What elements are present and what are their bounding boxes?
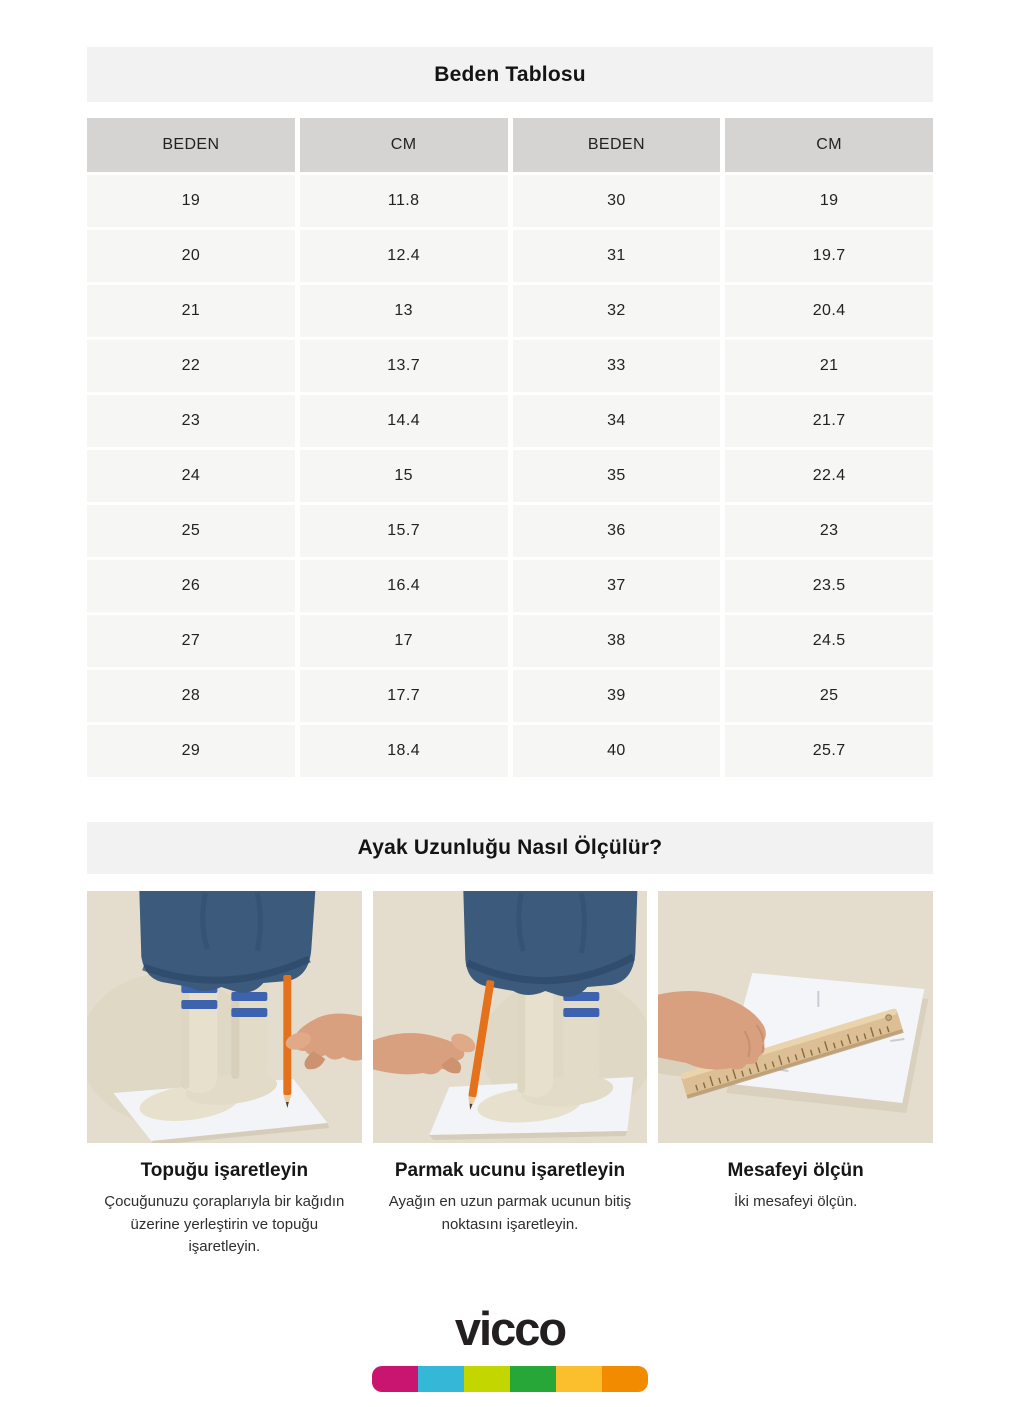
size-cell: 20.4 xyxy=(725,285,933,337)
rainbow-segment xyxy=(602,1366,648,1392)
size-cell: 38 xyxy=(513,615,721,667)
size-cell: 32 xyxy=(513,285,721,337)
size-cell: 27 xyxy=(87,615,295,667)
footer xyxy=(87,1301,933,1392)
size-column-header: BEDEN xyxy=(87,118,295,172)
size-table-title-band xyxy=(87,47,933,102)
size-cell: 13.7 xyxy=(300,340,508,392)
size-cell: 29 xyxy=(87,725,295,777)
size-cell: 24.5 xyxy=(725,615,933,667)
measure-step-distance xyxy=(658,891,933,1259)
rainbow-segment xyxy=(556,1366,602,1392)
size-column-header: CM xyxy=(725,118,933,172)
size-guide-page xyxy=(0,47,1020,1392)
brand-rainbow-bar xyxy=(372,1366,648,1392)
size-cell: 18.4 xyxy=(300,725,508,777)
size-cell: 19.7 xyxy=(725,230,933,282)
size-cell: 35 xyxy=(513,450,721,502)
size-cell: 23 xyxy=(87,395,295,447)
brand-wordmark: vicco xyxy=(454,1301,566,1355)
size-cell: 16.4 xyxy=(300,560,508,612)
measure-title-band xyxy=(87,822,933,874)
size-column-header: CM xyxy=(300,118,508,172)
size-cell: 25 xyxy=(725,670,933,722)
size-cell: 15.7 xyxy=(300,505,508,557)
step-heading: Parmak ucunu işaretleyin xyxy=(394,1160,626,1181)
size-table xyxy=(87,118,933,777)
size-cell: 22.4 xyxy=(725,450,933,502)
size-cell: 19 xyxy=(87,175,295,227)
step-heading: Topuğu işaretleyin xyxy=(140,1160,309,1181)
size-cell: 25.7 xyxy=(725,725,933,777)
size-cell: 23.5 xyxy=(725,560,933,612)
size-cell: 20 xyxy=(87,230,295,282)
size-cell: 21 xyxy=(87,285,295,337)
mark-heel-photo xyxy=(87,891,362,1143)
step-description: Ayağın en uzun parmak ucunun bitiş noktasını işaretleyin. xyxy=(388,1193,632,1233)
size-cell: 24 xyxy=(87,450,295,502)
rainbow-segment xyxy=(510,1366,556,1392)
rainbow-segment xyxy=(418,1366,464,1392)
measure-step-toe xyxy=(373,891,648,1259)
rainbow-segment xyxy=(372,1366,418,1392)
size-cell: 39 xyxy=(513,670,721,722)
measure-step-heel xyxy=(87,891,362,1259)
size-cell: 33 xyxy=(513,340,721,392)
size-cell: 26 xyxy=(87,560,295,612)
size-cell: 12.4 xyxy=(300,230,508,282)
size-cell: 13 xyxy=(300,285,508,337)
size-cell: 15 xyxy=(300,450,508,502)
size-cell: 40 xyxy=(513,725,721,777)
size-cell: 23 xyxy=(725,505,933,557)
size-cell: 17.7 xyxy=(300,670,508,722)
size-table-title: Beden Tablosu xyxy=(434,62,586,86)
measure-distance-photo xyxy=(658,891,933,1143)
step-heading: Mesafeyi ölçün xyxy=(727,1160,864,1181)
measure-title: Ayak Uzunluğu Nasıl Ölçülür? xyxy=(357,836,663,859)
size-cell: 30 xyxy=(513,175,721,227)
size-cell: 14.4 xyxy=(300,395,508,447)
step-description: Çocuğunuzu çoraplarıyla bir kağıdın üzerine yerleştirin ve topuğu işaretleyin. xyxy=(104,1193,345,1255)
size-cell: 37 xyxy=(513,560,721,612)
size-column-header: BEDEN xyxy=(513,118,721,172)
size-cell: 21 xyxy=(725,340,933,392)
size-cell: 22 xyxy=(87,340,295,392)
rainbow-segment xyxy=(464,1366,510,1392)
size-cell: 28 xyxy=(87,670,295,722)
size-cell: 34 xyxy=(513,395,721,447)
size-cell: 36 xyxy=(513,505,721,557)
size-cell: 11.8 xyxy=(300,175,508,227)
measure-steps xyxy=(87,891,933,1259)
size-cell: 17 xyxy=(300,615,508,667)
step-description: İki mesafeyi ölçün. xyxy=(733,1193,858,1210)
size-cell: 31 xyxy=(513,230,721,282)
size-cell: 19 xyxy=(725,175,933,227)
mark-toe-photo xyxy=(373,891,648,1143)
size-cell: 25 xyxy=(87,505,295,557)
size-cell: 21.7 xyxy=(725,395,933,447)
